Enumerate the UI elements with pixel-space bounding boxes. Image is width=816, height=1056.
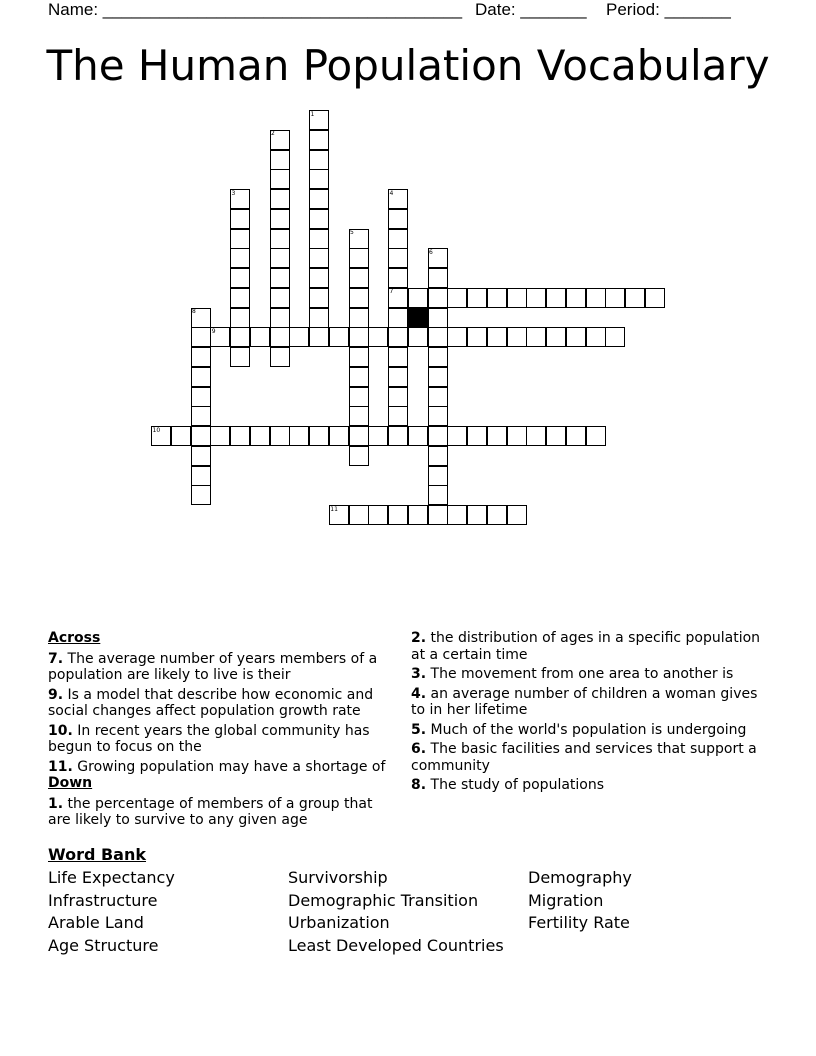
crossword-cell[interactable] <box>270 150 290 170</box>
crossword-cell[interactable] <box>349 347 369 367</box>
crossword-cell[interactable] <box>388 308 408 328</box>
crossword-cell[interactable] <box>270 347 290 367</box>
word-bank-item: Survivorship <box>288 868 388 887</box>
crossword-cell[interactable] <box>309 288 329 308</box>
name-field[interactable]: Name: ______________________________________ <box>48 0 463 19</box>
clue-number-5: 5 <box>350 229 354 236</box>
crossword-cell[interactable] <box>388 387 408 407</box>
crossword-cell[interactable] <box>349 288 369 308</box>
crossword-cell[interactable] <box>349 327 369 347</box>
crossword-cell[interactable] <box>191 327 211 347</box>
crossword-cell[interactable] <box>230 347 250 367</box>
crossword-cell[interactable] <box>388 426 408 446</box>
crossword-cell[interactable] <box>388 367 408 387</box>
crossword-cell[interactable] <box>388 347 408 367</box>
clue-number-6: 6 <box>429 248 433 256</box>
crossword-cell[interactable] <box>349 406 369 426</box>
crossword-cell[interactable] <box>467 426 487 446</box>
crossword-cell[interactable] <box>349 367 369 387</box>
crossword-cell[interactable] <box>428 485 448 505</box>
clue-number-3: 3 <box>231 189 236 197</box>
crossword-cell[interactable] <box>309 209 329 229</box>
crossword-cell[interactable] <box>349 268 369 288</box>
clue-across-10: 10. In recent years the global community has begun to focus on the <box>48 722 370 755</box>
crossword-cell[interactable] <box>487 327 507 347</box>
crossword-cell[interactable] <box>230 288 250 308</box>
crossword-cell[interactable] <box>349 505 369 525</box>
clue-number-2: 2 <box>271 130 275 138</box>
crossword-cell[interactable] <box>408 505 428 525</box>
word-bank-item: Urbanization <box>288 913 390 933</box>
crossword-cell[interactable] <box>309 248 329 268</box>
crossword-cell[interactable] <box>388 327 408 347</box>
crossword-cell[interactable] <box>388 505 408 525</box>
crossword-cell[interactable] <box>309 308 329 328</box>
word-bank-item: Fertility Rate <box>528 913 630 933</box>
crossword-cell[interactable] <box>546 426 566 446</box>
crossword-cell[interactable] <box>388 268 408 288</box>
page-title: The Human Population Vocabulary <box>46 41 770 90</box>
crossword-cell[interactable] <box>349 248 369 268</box>
crossword-cell[interactable] <box>270 248 290 268</box>
crossword-cell[interactable] <box>428 387 448 407</box>
crossword-cell[interactable] <box>428 426 448 446</box>
crossword-cell[interactable] <box>388 209 408 229</box>
crossword-cell[interactable] <box>270 189 290 209</box>
clue-down-3: 3. The movement from one area to another is <box>411 666 734 682</box>
crossword-cell[interactable] <box>447 505 467 525</box>
crossword-cell[interactable] <box>230 248 250 268</box>
clue-number-11: 11 <box>330 505 338 513</box>
crossword-cell[interactable] <box>526 426 546 446</box>
word-bank-column-1 <box>48 867 175 958</box>
crossword-cell[interactable] <box>270 229 290 249</box>
clue-number-9: 9 <box>211 327 216 335</box>
crossword-cell[interactable] <box>408 288 428 308</box>
crossword-cell[interactable] <box>507 426 527 446</box>
crossword-cell[interactable] <box>388 406 408 426</box>
crossword-cell[interactable] <box>428 308 448 328</box>
crossword-cell[interactable] <box>428 367 448 387</box>
crossword-cell[interactable] <box>191 485 211 505</box>
word-bank-item: Migration <box>528 890 604 910</box>
crossword-cell[interactable] <box>428 288 448 308</box>
crossword-cell[interactable] <box>388 229 408 249</box>
crossword-cell[interactable] <box>250 327 270 347</box>
crossword-cell[interactable] <box>191 367 211 387</box>
crossword-cell[interactable] <box>586 426 606 446</box>
crossword-cell[interactable] <box>487 505 507 525</box>
crossword-cell[interactable] <box>230 229 250 249</box>
crossword-cell[interactable] <box>605 327 625 347</box>
crossword-cell[interactable] <box>586 327 606 347</box>
crossword-cell[interactable] <box>408 327 428 347</box>
crossword-cell[interactable] <box>566 327 586 347</box>
crossword-cell[interactable] <box>329 426 349 446</box>
word-bank-item: Demographic Transition <box>288 890 479 910</box>
crossword-cell[interactable] <box>349 426 369 446</box>
crossword-cell[interactable] <box>289 426 309 446</box>
crossword-cell[interactable] <box>349 446 369 466</box>
crossword-cell[interactable] <box>546 288 566 308</box>
crossword-cell[interactable] <box>191 406 211 426</box>
crossword-cell[interactable] <box>270 169 290 189</box>
down-heading: Down <box>48 775 93 791</box>
crossword-cell[interactable] <box>309 327 329 347</box>
clue-across-7: 7. The average number of years members of a population are likely to live is their <box>48 650 378 683</box>
crossword-cell[interactable] <box>428 327 448 347</box>
crossword-cell[interactable] <box>349 308 369 328</box>
clues-right-column <box>411 630 761 797</box>
clue-down-5: 5. Much of the world's population is undergoing <box>411 721 747 738</box>
crossword-cell[interactable] <box>467 288 487 308</box>
crossword-cell[interactable] <box>428 268 448 288</box>
crossword-cell[interactable] <box>507 288 527 308</box>
word-bank-title: Word Bank <box>48 845 147 864</box>
clue-number-4: 4 <box>389 189 394 197</box>
crossword-cell[interactable] <box>447 327 467 347</box>
crossword-cell[interactable] <box>230 268 250 288</box>
clue-across-9: 9. Is a model that describe how economic and social changes affect population growth rate <box>48 686 374 719</box>
crossword-cell[interactable] <box>428 505 448 525</box>
clue-number-1: 1 <box>310 110 315 118</box>
crossword-cell[interactable] <box>309 189 329 209</box>
crossword-cell[interactable] <box>329 327 349 347</box>
word-bank-item: Life Expectancy <box>48 868 175 887</box>
crossword-cell[interactable] <box>309 130 329 150</box>
crossword-cell[interactable] <box>250 426 270 446</box>
crossword-cell[interactable] <box>487 426 507 446</box>
crossword-cell[interactable] <box>467 327 487 347</box>
word-bank-column-3 <box>528 867 632 935</box>
crossword-cell[interactable] <box>171 426 191 446</box>
crossword-cell[interactable] <box>230 327 250 347</box>
crossword-cell[interactable] <box>230 426 250 446</box>
crossword-cell[interactable] <box>270 327 290 347</box>
crossword-cell[interactable] <box>566 288 586 308</box>
crossword-cell[interactable] <box>507 327 527 347</box>
crossword-cell[interactable] <box>586 288 606 308</box>
clue-down-6: 6. The basic facilities and services that support a community <box>411 741 757 774</box>
crossword-cell[interactable] <box>191 347 211 367</box>
black-cell <box>408 308 428 328</box>
crossword-cell[interactable] <box>447 288 467 308</box>
crossword-cell[interactable] <box>309 426 329 446</box>
crossword-cell[interactable] <box>270 209 290 229</box>
crossword-cell[interactable] <box>191 466 211 486</box>
crossword-cell[interactable] <box>428 406 448 426</box>
crossword-cell[interactable] <box>546 327 566 347</box>
crossword-cell[interactable] <box>191 387 211 407</box>
crossword-cell[interactable] <box>309 169 329 189</box>
clue-down-8: 8. The study of populations <box>411 777 605 793</box>
crossword-cell[interactable] <box>309 229 329 249</box>
crossword-cell[interactable] <box>447 426 467 446</box>
crossword-cell[interactable] <box>645 288 665 308</box>
crossword-cell[interactable] <box>368 327 388 347</box>
crossword-cell[interactable] <box>625 288 645 308</box>
crossword-cell[interactable] <box>526 327 546 347</box>
clue-across-11: 11. Growing population may have a shortage of <box>48 758 386 775</box>
crossword-cell[interactable] <box>191 446 211 466</box>
crossword-cell[interactable] <box>270 308 290 328</box>
clue-number-10: 10 <box>152 426 161 434</box>
crossword-cell[interactable] <box>289 327 309 347</box>
crossword-cell[interactable] <box>467 505 487 525</box>
crossword-cell[interactable] <box>428 466 448 486</box>
crossword-cell[interactable] <box>566 426 586 446</box>
clues-left-column <box>48 630 398 832</box>
crossword-cell[interactable] <box>408 426 428 446</box>
crossword-cell[interactable] <box>309 150 329 170</box>
crossword-cell[interactable] <box>270 268 290 288</box>
period-field[interactable]: Period: _______ <box>606 0 731 19</box>
crossword-cell[interactable] <box>270 288 290 308</box>
crossword-cell[interactable] <box>270 426 290 446</box>
crossword-cell[interactable] <box>526 288 546 308</box>
clue-down-1: 1. the percentage of members of a group that are likely to survive to any given age <box>48 795 373 828</box>
clue-number-7: 7 <box>389 288 394 296</box>
date-field[interactable]: Date: _______ <box>475 0 587 19</box>
crossword-cell[interactable] <box>487 288 507 308</box>
word-bank-column-2 <box>288 867 504 958</box>
crossword-cell[interactable] <box>388 248 408 268</box>
crossword-cell[interactable] <box>230 308 250 328</box>
crossword-cell[interactable] <box>605 288 625 308</box>
crossword-cell[interactable] <box>428 347 448 367</box>
word-bank-item: Least Developed Countries <box>288 936 504 956</box>
word-bank-item: Infrastructure <box>48 890 158 910</box>
crossword-cell[interactable] <box>368 426 388 446</box>
clue-number-8: 8 <box>192 308 196 315</box>
word-bank-item: Arable Land <box>48 913 144 933</box>
crossword-cell[interactable] <box>428 446 448 466</box>
crossword-cell[interactable] <box>368 505 388 525</box>
crossword-cell[interactable] <box>309 268 329 288</box>
clue-down-2: 2. the distribution of ages in a specific population at a certain time <box>411 630 761 663</box>
crossword-cell[interactable] <box>349 387 369 407</box>
word-bank-item: Demography <box>528 868 632 887</box>
crossword-cell[interactable] <box>210 426 230 446</box>
crossword-cell[interactable] <box>191 426 211 446</box>
clue-down-4: 4. an average number of children a woman gives to in her lifetime <box>411 685 758 718</box>
word-bank-item: Age Structure <box>48 936 159 956</box>
crossword-cell[interactable] <box>507 505 527 525</box>
across-heading: Across <box>48 630 101 646</box>
crossword-cell[interactable] <box>230 209 250 229</box>
